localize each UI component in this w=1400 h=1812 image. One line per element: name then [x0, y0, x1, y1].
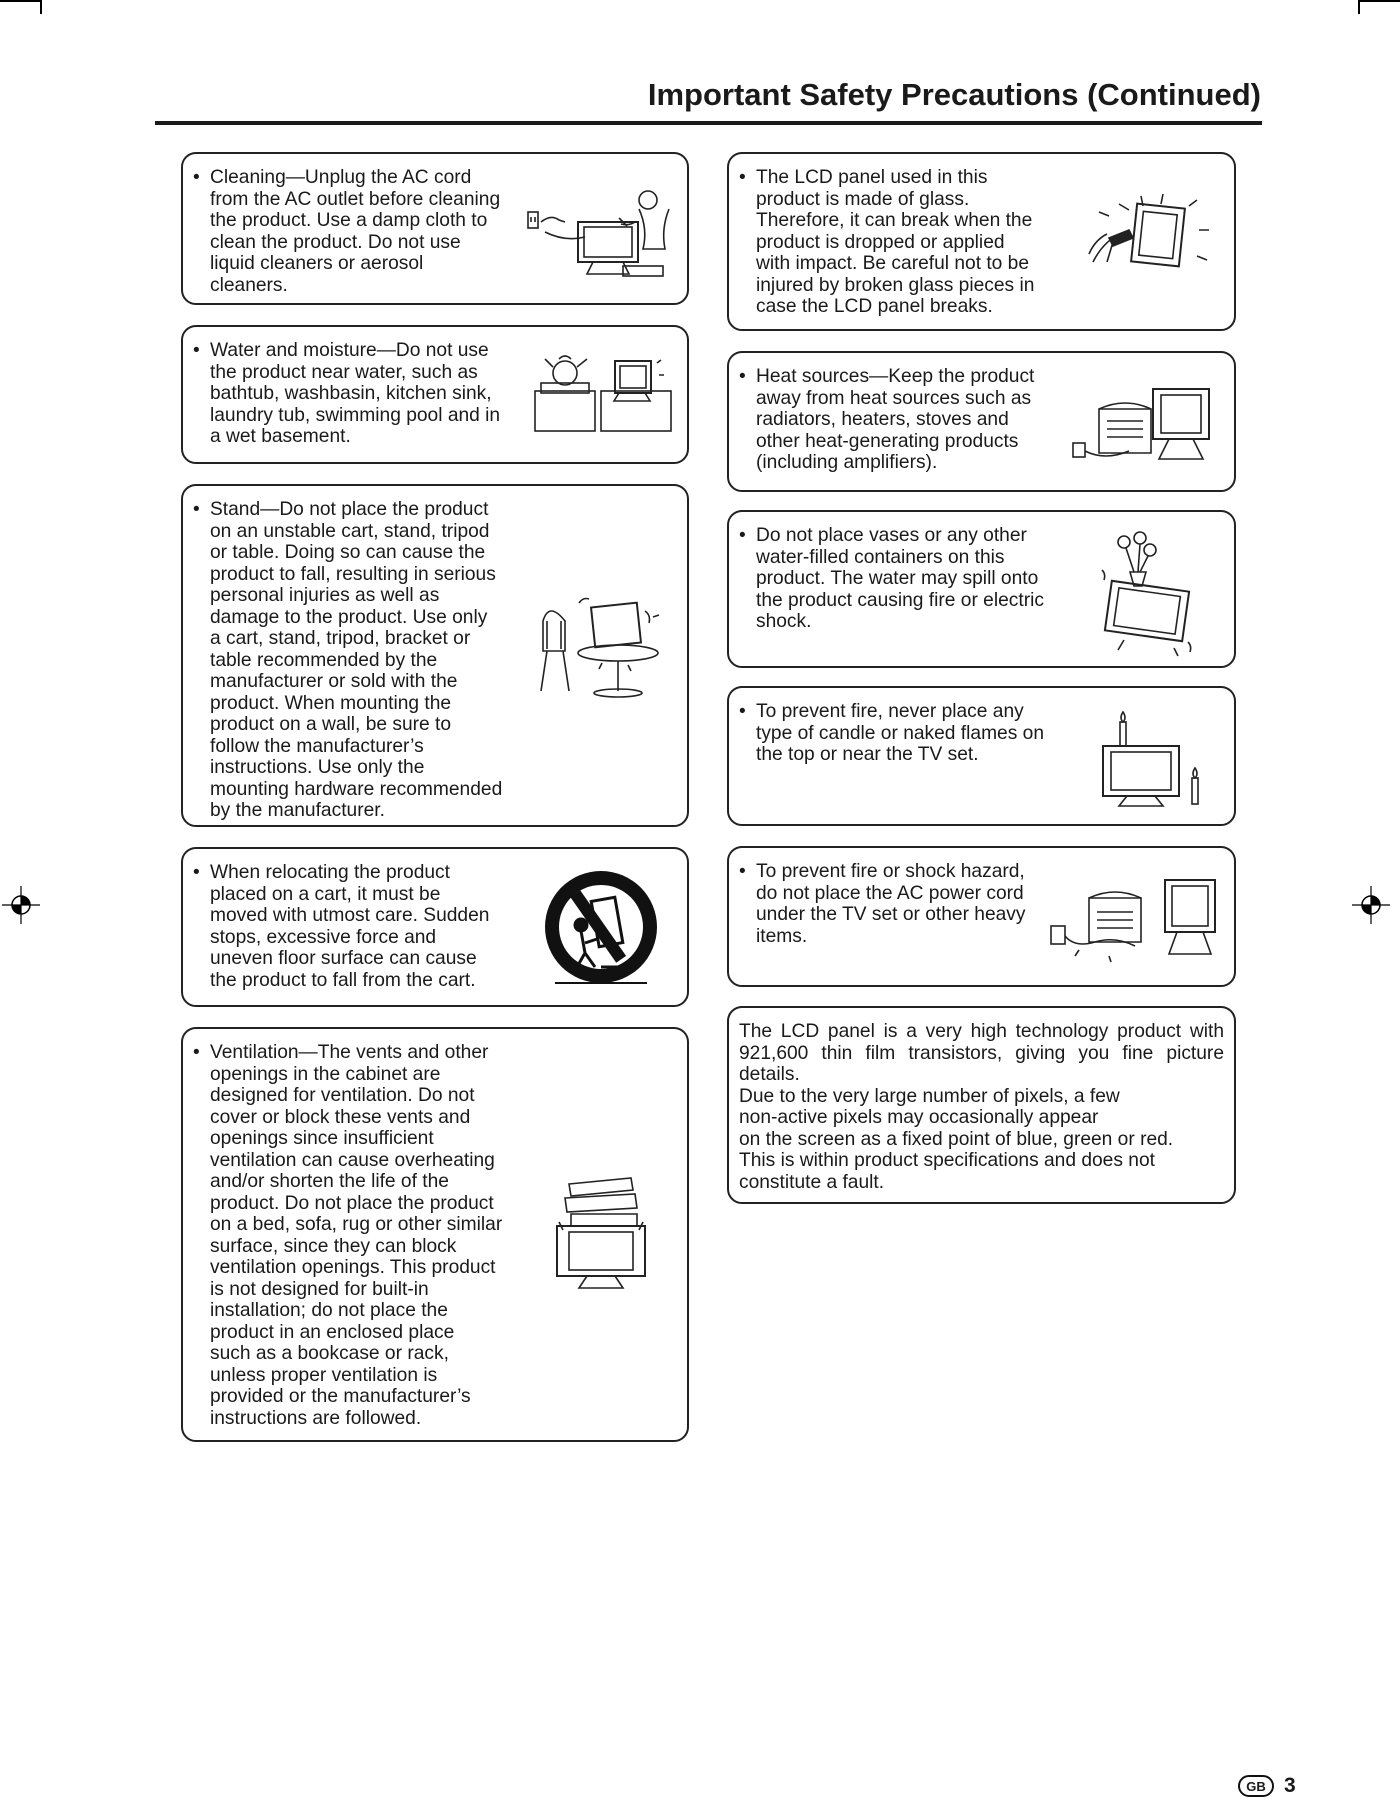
fire-text: • To prevent fire, never place any type of candle or naked flames on the top or near the TV set. [739, 701, 1044, 765]
vases-text: • Do not place vases or any other water-filled containers on this product. The water may spill onto the product causing fire or electric shock. [739, 525, 1044, 632]
heater-illustration-icon [1069, 385, 1219, 475]
glass-box [727, 152, 1236, 331]
candle-illustration-icon [1099, 708, 1209, 818]
cleaning-box [181, 152, 689, 305]
cleaning-text: • Cleaning—Unplug the AC cord from the AC outlet before cleaning the product. Use a damp cloth to clean the product. Do not use liquid cleaners or aerosol cleaners. [193, 167, 501, 296]
vases-box [727, 510, 1236, 668]
fire-box [727, 686, 1236, 826]
crop-mark [1360, 0, 1400, 2]
page-footer [1238, 1774, 1296, 1798]
language-badge: GB [1238, 1775, 1274, 1797]
glass-impact-illustration-icon [1079, 194, 1219, 294]
heat-box [727, 351, 1236, 492]
cart-warning-icon [541, 871, 661, 991]
lcd-notice-text: The LCD panel is a very high technology product with 921,600 thin film transistors, giving you fine picture details. Due to the very large number of pixels, a few non-active pixels may occasionally appear on the screen as a fixed point of blue, green or red. This is within product specifications and does not constitute a fault. [739, 1021, 1224, 1193]
water-box [181, 325, 689, 464]
stand-box [181, 484, 689, 827]
lcd-notice-box [727, 1006, 1236, 1204]
power-cord-illustration-icon [1049, 878, 1219, 978]
crop-mark [1358, 0, 1360, 14]
crop-mark [40, 0, 42, 14]
cart-stand-illustration-icon [533, 591, 673, 701]
page-title: Important Safety Precautions (Continued) [647, 77, 1261, 112]
relocating-text: • When relocating the product placed on a cart, it must be moved with utmost care. Sudden stops, excessive force and uneven floor surface can cause the product to fall from the cart. [193, 862, 490, 991]
cord-text: • To prevent fire or shock hazard, do not place the AC power cord under the TV set or other heavy items. [739, 861, 1026, 947]
heat-text: • Heat sources—Keep the product away from heat sources such as radiators, heaters, stoves and other heat-generating products (including amplifiers). [739, 366, 1035, 473]
relocating-box [181, 847, 689, 1007]
cleaning-illustration-icon [523, 182, 673, 282]
stand-text: • Stand—Do not place the product on an unstable cart, stand, tripod or table. Doing so can cause the product to fall, resulting in serious personal injuries as well as damage to the product. Use only a cart, stand, tripod, bracket or table recommended by the manufacturer or sold with the product. When mounting the product on a wall, be sure to follow the manufacturer’s instructions. Use only the mounting hardware recommended by the manufacturer. [193, 499, 503, 821]
ventilation-text: • Ventilation—The vents and other openings in the cabinet are designed for ventilation. Do not cover or block these vents and openings since insufficient ventilation can cause overheating and/or shorten the life of the product. Do not place the product on a bed, sofa, rug or other similar surface, since they can block ventilation openings. This product is not designed for built-in installation; do not place the product in an enclosed place such as a bookcase or rack, unless proper ventilation is provided or the manufacturer’s instructions are followed. [193, 1042, 503, 1429]
cord-box [727, 846, 1236, 987]
title-rule [155, 121, 1262, 125]
vase-illustration-icon [1094, 530, 1214, 660]
water-text: • Water and moisture—Do not use the product near water, such as bathtub, washbasin, kitchen sink, laundry tub, swimming pool and in a wet basement. [193, 340, 501, 447]
water-illustration-icon [533, 353, 673, 433]
crop-mark [0, 0, 40, 2]
ventilation-box [181, 1027, 689, 1442]
registration-mark-icon [1352, 886, 1390, 924]
page-number: 3 [1284, 1774, 1296, 1797]
ventilation-illustration-icon [551, 1174, 661, 1294]
glass-text: • The LCD panel used in this product is made of glass. Therefore, it can break when the product is dropped or applied with impact. Be careful not to be injured by broken glass pieces in case the LCD panel breaks. [739, 167, 1035, 317]
registration-mark-icon [2, 886, 40, 924]
